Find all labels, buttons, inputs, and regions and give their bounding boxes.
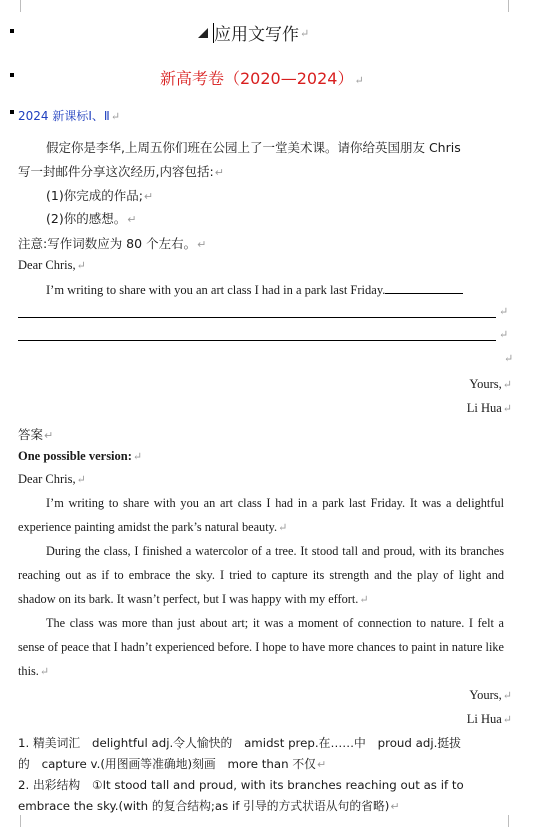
- answer-greeting: Dear Chris,: [18, 472, 76, 486]
- blank-line[interactable]: [385, 281, 463, 294]
- structure-note: [18, 797, 400, 814]
- answer-signature-text: Li Hua: [466, 712, 502, 726]
- version-label-line: [18, 449, 142, 464]
- answer-paragraph: [18, 491, 504, 540]
- answer-closing-text: Yours,: [469, 688, 502, 702]
- paragraph-mark: ↵: [359, 594, 369, 606]
- version-label: One possible version:: [18, 449, 132, 463]
- collapse-triangle-icon[interactable]: [198, 28, 208, 38]
- paragraph-mark: ↵: [499, 328, 509, 341]
- signature-text: Li Hua: [466, 401, 502, 415]
- answer-label-line: [18, 425, 53, 443]
- list-bullet: [10, 73, 14, 77]
- vocab-note-text: 的 capture v.(用图画等准确地)刻画 more than 不仅: [18, 757, 316, 771]
- paragraph-mark: ↵: [316, 758, 327, 771]
- paragraph-mark: ↵: [76, 474, 86, 486]
- paragraph-mark: ↵: [44, 429, 54, 442]
- answer-paragraph: [18, 539, 504, 612]
- paragraph-mark: ↵: [39, 666, 50, 678]
- paragraph-mark: ↵: [502, 690, 512, 702]
- crop-mark-top-right: [508, 0, 521, 12]
- answer-blank-line[interactable]: [18, 340, 496, 341]
- section-tag-line: [18, 105, 120, 124]
- list-bullet: [10, 110, 14, 114]
- prompt-greeting: [18, 258, 86, 273]
- closing-text: Yours,: [469, 377, 502, 391]
- paragraph-mark: ↵: [504, 352, 514, 365]
- paragraph-mark: ↵: [214, 166, 224, 179]
- title-line: [198, 20, 309, 45]
- greeting-text: Dear Chris,: [18, 258, 76, 272]
- paragraph-mark: ↵: [76, 260, 86, 272]
- answer-paragraph-text: The class was more than just about art; it was a moment of connection to nature. I felt a sense of peace that I hadn’t experienced before. I hope to have more chances to paint in nature like this.: [18, 616, 504, 678]
- prompt-item-text: (1)你完成的作品;: [46, 188, 143, 203]
- list-bullet: [10, 29, 14, 33]
- subtitle-line: [160, 66, 364, 89]
- paragraph-mark: ↵: [197, 238, 207, 251]
- page-title: 应用文写作: [214, 25, 299, 45]
- prompt-text: 写一封邮件分享这次经历,内容包括:: [18, 164, 214, 179]
- structure-note: 2. 出彩结构 ①It stood tall and proud, with its branches reaching out as if to: [18, 778, 464, 792]
- answer-greeting-line: [18, 472, 86, 487]
- answer-paragraph-text: I’m writing to share with you an art class I had in a park last Friday. It was a delightful experience painting amidst the park’s natural beauty.: [18, 496, 504, 534]
- prompt-opening: [46, 281, 463, 298]
- subtitle: 新高考卷（2020—2024）: [160, 69, 354, 88]
- answer-blank-line[interactable]: [18, 317, 496, 318]
- answer-paragraph-text: During the class, I finished a watercolor of a tree. It stood tall and proud, with its branches reaching out as if to embrace the sky. I tried to capture its strength and the play of light and shadow on its bark. It wasn’t perfect, but I was happy with my effort.: [18, 544, 504, 606]
- structure-note-text: embrace the sky.(with 的复合结构;as if 引导的方式状语从句的省略): [18, 799, 390, 813]
- prompt-closing: [469, 377, 512, 392]
- prompt-line: [18, 162, 224, 180]
- paragraph-mark: ↵: [143, 190, 154, 203]
- paragraph-mark: ↵: [127, 213, 137, 226]
- vocab-note: 1. 精美词汇 delightful adj.令人愉快的 amidst prep.在……中 proud adj.挺拔: [18, 736, 461, 750]
- answer-paragraph: [18, 611, 504, 684]
- crop-mark-bottom-left: [8, 815, 21, 827]
- answer-signature: [467, 712, 512, 727]
- crop-mark-bottom-right: [508, 815, 521, 827]
- paragraph-mark: ↵: [300, 27, 310, 40]
- note-text: 注意:写作词数应为 80 个左右。: [18, 236, 197, 251]
- paragraph-mark: ↵: [390, 800, 400, 813]
- answer-closing: [469, 688, 512, 703]
- opening-text: I’m writing to share with you an art class I had in a park last Friday.: [46, 283, 386, 297]
- paragraph-mark: ↵: [278, 522, 288, 534]
- paragraph-mark: ↵: [110, 110, 121, 123]
- prompt-signature: [467, 401, 512, 416]
- prompt-item-text: (2)你的感想。: [46, 211, 127, 226]
- answer-label: 答案: [18, 427, 44, 442]
- paragraph-mark: ↵: [502, 403, 512, 415]
- prompt-item: [46, 209, 136, 227]
- prompt-item: [46, 186, 153, 204]
- paragraph-mark: ↵: [502, 379, 512, 391]
- paragraph-mark: ↵: [502, 714, 512, 726]
- crop-mark-top-left: [8, 0, 21, 12]
- section-tag: 2024 新课标Ⅰ、Ⅱ: [18, 109, 110, 123]
- paragraph-mark: ↵: [499, 305, 509, 318]
- prompt-line: 假定你是李华,上周五你们班在公园上了一堂美术课。请你给英国朋友 Chris: [46, 140, 461, 155]
- vocab-note: [18, 755, 326, 772]
- paragraph-mark: ↵: [132, 451, 143, 463]
- word-count-note: [18, 234, 206, 252]
- paragraph-mark: ↵: [354, 74, 364, 87]
